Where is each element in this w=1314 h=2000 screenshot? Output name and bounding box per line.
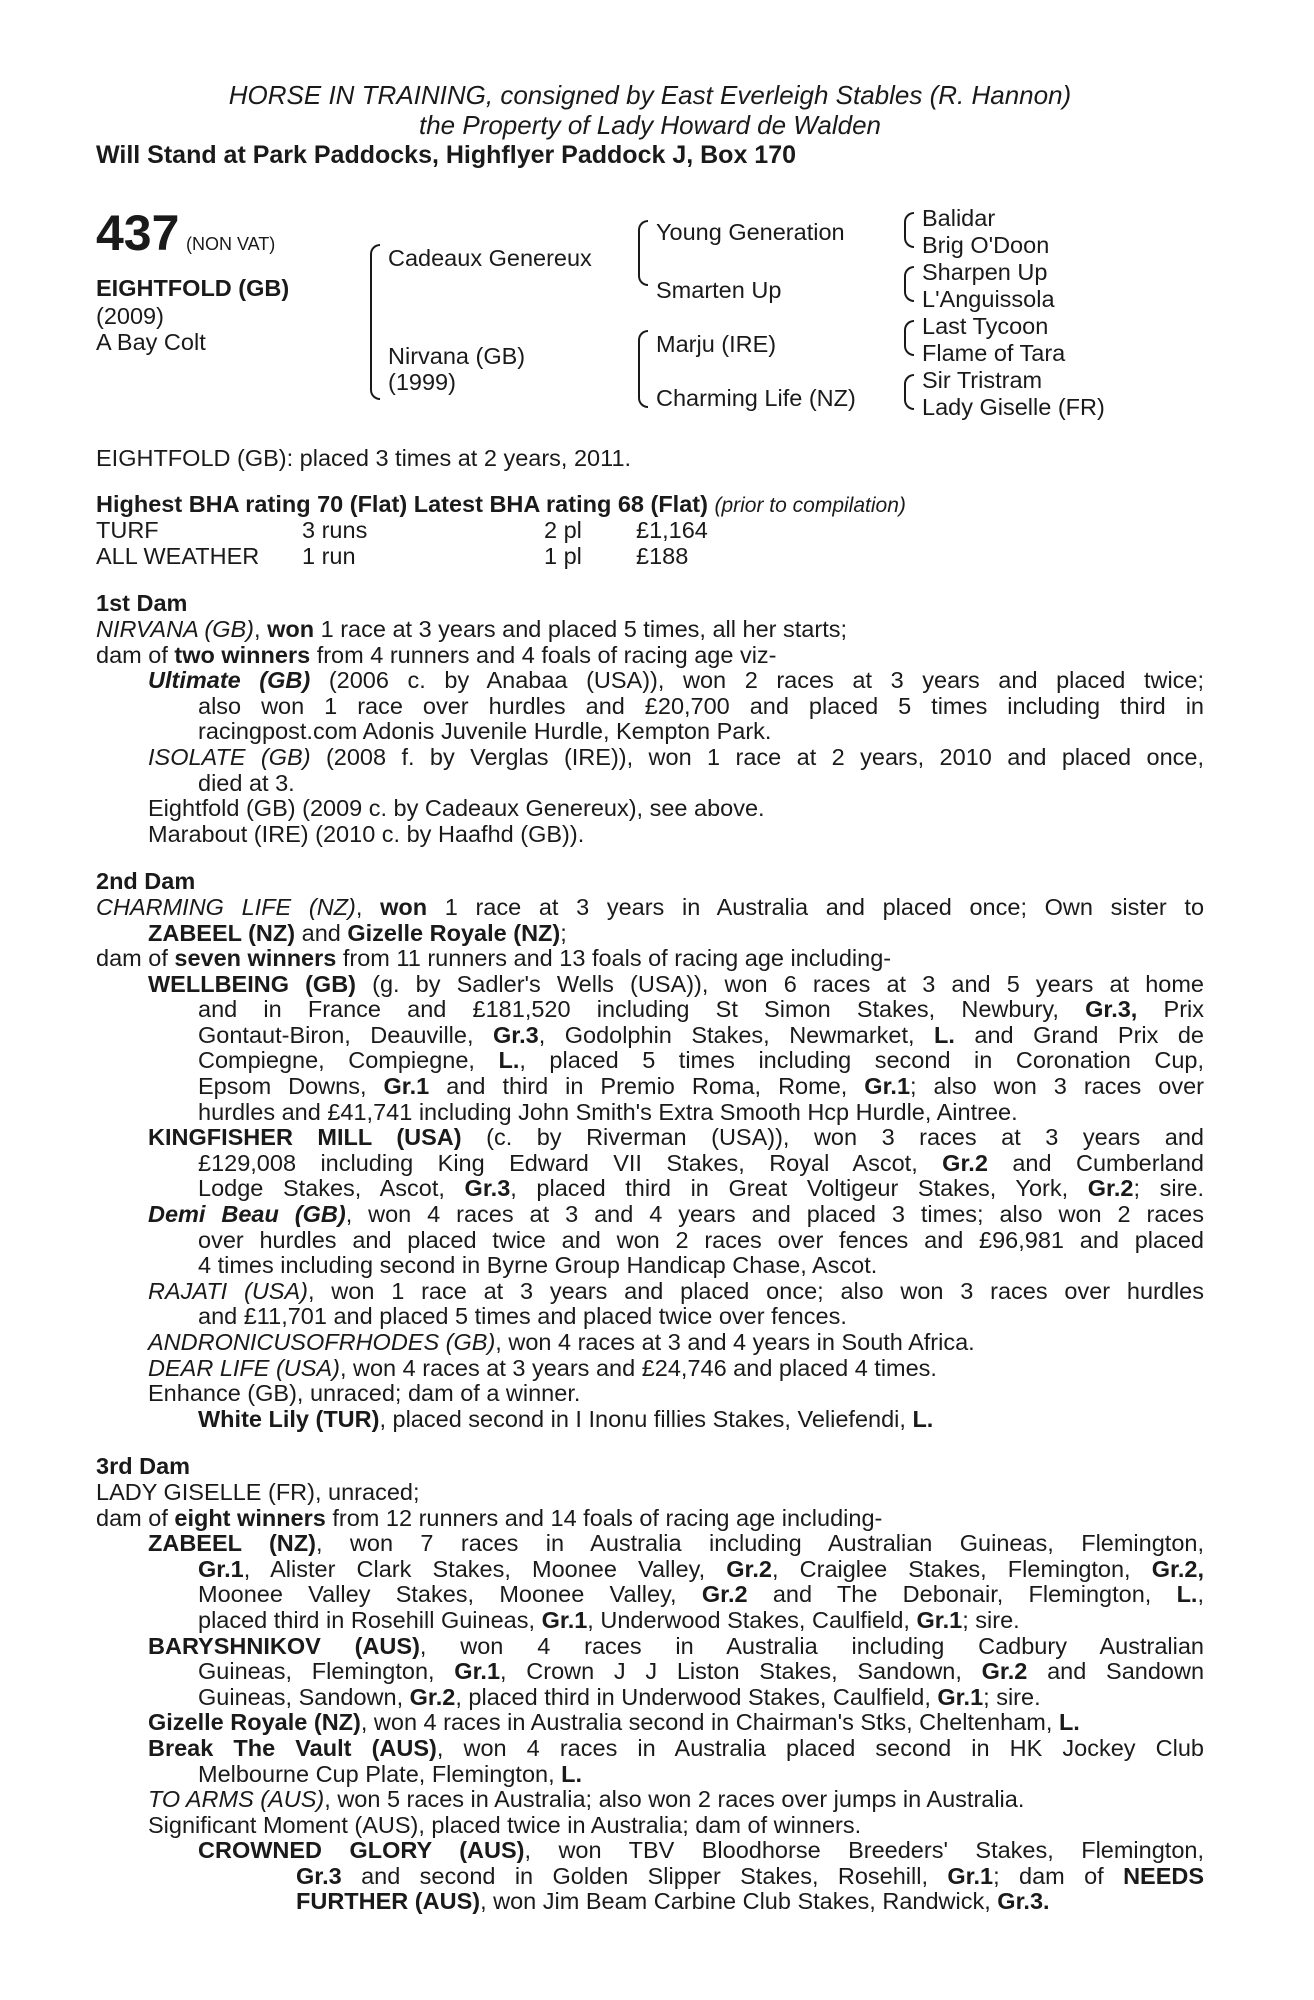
horse-name: EIGHTFOLD (GB)	[96, 275, 290, 301]
dam-sire: Marju (IRE)	[656, 331, 777, 357]
second-dam-line: CHARMING LIFE (NZ), won 1 race at 3 years in Australia and placed once; Own sister to	[96, 893, 1205, 920]
offspring-wellbeing-cont: Compiegne, Compiegne, L., placed 5 times including second in Coronation Cup,	[198, 1047, 1204, 1074]
offspring-significant-moment: Significant Moment (AUS), placed twice in Australia; dam of winners.	[148, 1811, 862, 1838]
third-dam-produce: dam of eight winners from 12 runners and 14 foals of racing age including-	[96, 1504, 883, 1531]
offspring-kingfisher-cont: £129,008 including King Edward VII Stakes, Royal Ascot, Gr.2 and Cumberland	[198, 1149, 1204, 1176]
horse-description: A Bay Colt	[96, 329, 206, 355]
offspring-wellbeing-cont: Gontaut-Biron, Deauville, Gr.3, Godolphin Stakes, Newmarket, L. and Grand Prix de	[198, 1021, 1204, 1048]
ancestor: Lady Giselle (FR)	[922, 394, 1105, 420]
ancestor: Sharpen Up	[922, 259, 1048, 285]
second-dam-heading: 2nd Dam	[96, 868, 196, 895]
offspring-isolate: ISOLATE (GB) (2008 f. by Verglas (IRE)), won 1 race at 2 years, 2010 and placed once,	[148, 743, 1205, 770]
offspring-ultimate-cont: racingpost.com Adonis Juvenile Hurdle, Kempton Park.	[198, 718, 772, 745]
offspring-demi-beau-cont: 4 times including second in Byrne Group Handicap Chase, Ascot.	[198, 1252, 878, 1279]
ancestor: Sir Tristram	[922, 367, 1043, 393]
ancestor: Brig O'Doon	[922, 232, 1050, 258]
third-dam-line: LADY GISELLE (FR), unraced;	[96, 1478, 420, 1505]
offspring-ultimate-cont: also won 1 race over hurdles and £20,700 and placed 5 times including third in	[198, 692, 1204, 719]
first-dam-line: NIRVANA (GB), won 1 race at 3 years and placed 5 times, all her starts;	[96, 615, 848, 642]
offspring-zabeel: ZABEEL (NZ), won 7 races in Australia including Australian Guineas, Flemington,	[148, 1530, 1204, 1557]
offspring-zabeel-cont: placed third in Rosehill Guineas, Gr.1, Underwood Stakes, Caulfield, Gr.1; sire.	[198, 1606, 1020, 1633]
rating-line	[96, 492, 1204, 519]
property-line: the Property of Lady Howard de Walden	[418, 110, 881, 140]
offspring-baryshnikov: BARYSHNIKOV (AUS), won 4 races in Australia including Cadbury Australian	[148, 1632, 1204, 1659]
pedigree-brace	[904, 212, 914, 248]
offspring-zabeel-cont: Moonee Valley Stakes, Moonee Valley, Gr.2 and The Debonair, Flemington, L.,	[198, 1581, 1204, 1608]
vat-status: (NON VAT)	[185, 234, 276, 254]
consignor-line: HORSE IN TRAINING, consigned by East Everleigh Stables (R. Hannon)	[228, 80, 1072, 110]
pedigree-brace	[904, 320, 914, 356]
offspring-crowned-glory-cont: FURTHER (AUS), won Jim Beam Carbine Club Stakes, Randwick, Gr.3.	[296, 1888, 1050, 1915]
pedigree-block	[96, 206, 1204, 446]
offspring-rajati-cont: and £11,701 and placed 5 times and placed twice over fences.	[198, 1303, 847, 1330]
record-runs: 3 runs	[302, 517, 368, 544]
race-summary: EIGHTFOLD (GB): placed 3 times at 2 years, 2011.	[96, 445, 632, 471]
ancestor: Balidar	[922, 205, 996, 231]
rating-text: Highest BHA rating 70 (Flat) Latest BHA rating 68 (Flat)	[96, 490, 708, 517]
sire-dam: Smarten Up	[656, 277, 782, 303]
offspring-demi-beau-cont: over hurdles and placed twice and won 2 races over fences and £96,981 and placed	[198, 1226, 1204, 1253]
offspring-dear-life: DEAR LIFE (USA), won 4 races at 3 years and £24,746 and placed 4 times.	[148, 1354, 937, 1381]
record-placed: 1 pl	[544, 542, 582, 569]
offspring-zabeel-cont: Gr.1, Alister Clark Stakes, Moonee Valley, Gr.2, Craiglee Stakes, Flemington, Gr.2,	[198, 1555, 1204, 1582]
offspring-demi-beau: Demi Beau (GB), won 4 races at 3 and 4 years and placed 3 times; also won 2 races	[148, 1201, 1204, 1228]
offspring-wellbeing: WELLBEING (GB) (g. by Sadler's Wells (USA)), won 6 races at 3 and 5 years at home	[148, 970, 1204, 997]
rating-note: (prior to compilation)	[714, 493, 906, 517]
record-placed: 2 pl	[544, 517, 582, 544]
offspring-white-lily: White Lily (TUR), placed second in I Inonu fillies Stakes, Veliefendi, L.	[198, 1405, 934, 1432]
offspring-wellbeing-cont: Epsom Downs, Gr.1 and third in Premio Roma, Rome, Gr.1; also won 3 races over	[198, 1073, 1205, 1100]
pedigree-brace	[904, 374, 914, 410]
first-dam-produce: dam of two winners from 4 runners and 4 foals of racing age viz-	[96, 641, 777, 668]
offspring-to-arms: TO ARMS (AUS), won 5 races in Australia; also won 2 races over jumps in Australia.	[148, 1786, 1025, 1813]
sire-sire: Young Generation	[656, 219, 845, 245]
catalogue-page	[96, 80, 1204, 1915]
sire-name: Cadeaux Genereux	[388, 245, 592, 271]
dam-year: (1999)	[388, 369, 456, 395]
pedigree-brace	[370, 244, 380, 400]
offspring-isolate-cont: died at 3.	[198, 769, 295, 796]
offspring-break-the-vault: Break The Vault (AUS), won 4 races in Australia placed second in HK Jockey Club	[148, 1734, 1204, 1761]
offspring-enhance: Enhance (GB), unraced; dam of a winner.	[148, 1380, 581, 1407]
record-prize: £1,164	[636, 517, 708, 544]
offspring-kingfisher-mill: KINGFISHER MILL (USA) (c. by Riverman (USA)), won 3 races at 3 years and	[148, 1124, 1204, 1151]
record-surface: ALL WEATHER	[96, 542, 260, 569]
dam-name: Nirvana (GB)	[388, 343, 526, 369]
pedigree-brace	[638, 330, 648, 408]
offspring-kingfisher-cont: Lodge Stakes, Ascot, Gr.3, placed third in Great Voltigeur Stakes, York, Gr.2; sire.	[198, 1175, 1204, 1202]
dam-dam: Charming Life (NZ)	[656, 385, 856, 411]
offspring-gizelle-royale: Gizelle Royale (NZ), won 4 races in Australia second in Chairman's Stks, Cheltenham, L.	[148, 1709, 1080, 1736]
offspring-marabout: Marabout (IRE) (2010 c. by Haafhd (GB)).	[148, 820, 585, 847]
lot-heading	[96, 206, 275, 260]
offspring-crowned-glory: CROWNED GLORY (AUS), won TBV Bloodhorse Breeders' Stakes, Flemington,	[198, 1837, 1204, 1864]
record-prize: £188	[636, 542, 689, 569]
offspring-break-the-vault-cont: Melbourne Cup Plate, Flemington, L.	[198, 1760, 583, 1787]
record-surface: TURF	[96, 517, 159, 544]
offspring-ultimate: Ultimate (GB) (2006 c. by Anabaa (USA)), won 2 races at 3 years and placed twice;	[148, 667, 1205, 694]
offspring-baryshnikov-cont: Guineas, Sandown, Gr.2, placed third in Underwood Stakes, Caulfield, Gr.1; sire.	[198, 1683, 1041, 1710]
offspring-wellbeing-cont: hurdles and £41,741 including John Smith's Extra Smooth Hcp Hurdle, Aintree.	[198, 1098, 1018, 1125]
stabling-line: Will Stand at Park Paddocks, Highflyer Paddock J, Box 170	[96, 141, 796, 169]
ancestor: Flame of Tara	[922, 340, 1066, 366]
offspring-eightfold: Eightfold (GB) (2009 c. by Cadeaux Genereux), see above.	[148, 795, 765, 822]
lot-number: 437	[96, 205, 180, 261]
ancestor: Last Tycoon	[922, 313, 1049, 339]
offspring-rajati: RAJATI (USA), won 1 race at 3 years and placed once; also won 3 races over hurdles	[148, 1277, 1204, 1304]
third-dam-heading: 3rd Dam	[96, 1453, 191, 1480]
foaling-year: (2009)	[96, 303, 164, 329]
ancestor: L'Anguissola	[922, 286, 1055, 312]
second-dam-siblings: ZABEEL (NZ) and Gizelle Royale (NZ);	[148, 919, 567, 946]
pedigree-brace	[904, 266, 914, 302]
offspring-baryshnikov-cont: Guineas, Flemington, Gr.1, Crown J J Liston Stakes, Sandown, Gr.2 and Sandown	[198, 1658, 1205, 1685]
pedigree-brace	[638, 220, 648, 286]
offspring-crowned-glory-cont: Gr.3 and second in Golden Slipper Stakes, Rosehill, Gr.1; dam of NEEDS	[296, 1862, 1205, 1889]
record-row	[96, 544, 1204, 570]
record-row	[96, 518, 1204, 544]
record-runs: 1 run	[302, 542, 356, 569]
first-dam-heading: 1st Dam	[96, 590, 188, 617]
offspring-wellbeing-cont: and in France and £181,520 including St Simon Stakes, Newbury, Gr.3, Prix	[198, 996, 1205, 1023]
offspring-andronicusofrhodes: ANDRONICUSOFRHODES (GB), won 4 races at 3 and 4 years in South Africa.	[148, 1329, 975, 1355]
second-dam-produce: dam of seven winners from 11 runners and 13 foals of racing age including-	[96, 945, 892, 972]
